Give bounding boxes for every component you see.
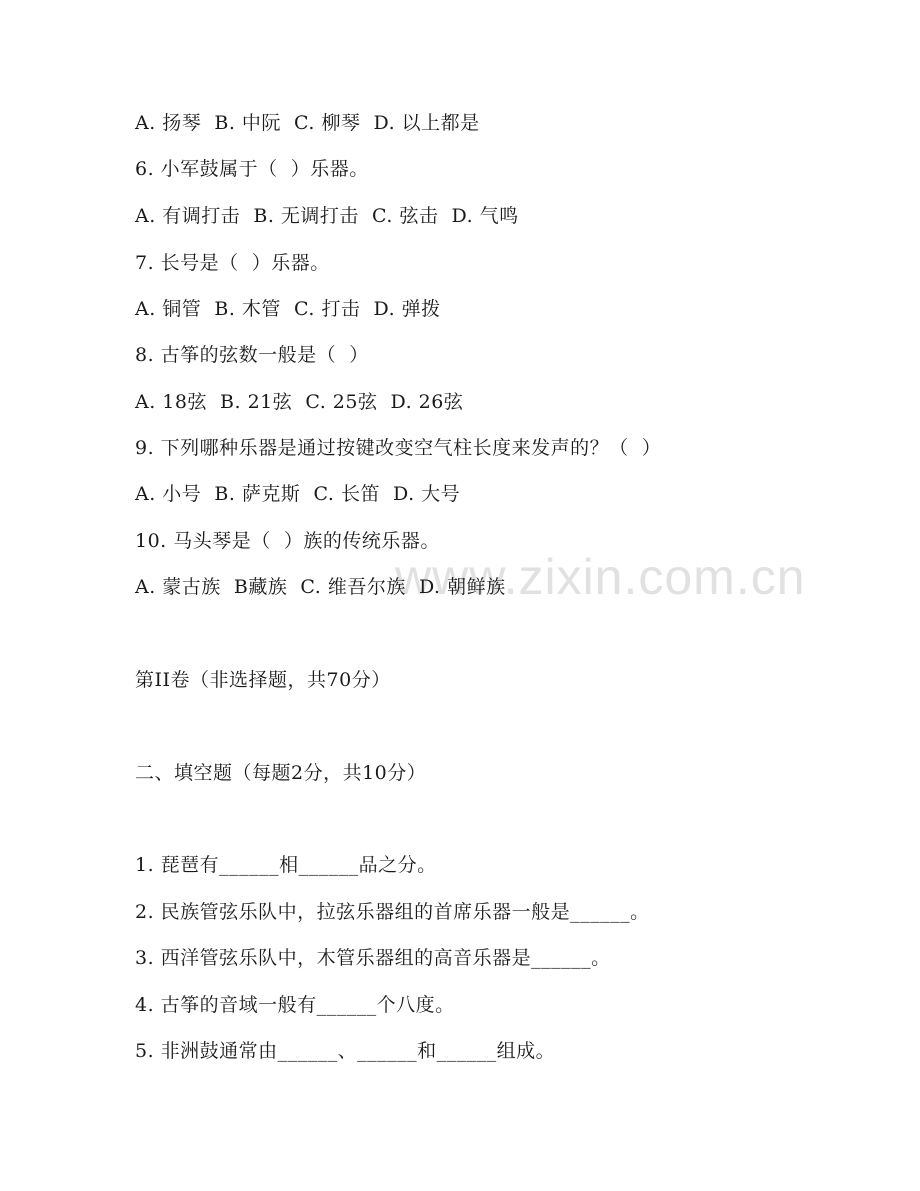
question-6: 6. 小军鼓属于（ ）乐器。	[135, 158, 369, 180]
fill-question-5: 5. 非洲鼓通常由______、______和______组成。	[135, 1040, 556, 1062]
fill-question-2: 2. 民族管弦乐队中，拉弦乐器组的首席乐器一般是______。	[135, 901, 650, 923]
fill-question-1: 1. 琵琶有______相______品之分。	[135, 854, 437, 876]
question-9: 9. 下列哪种乐器是通过按键改变空气柱长度来发声的？（ ）	[135, 437, 662, 459]
question-7: 7. 长号是（ ）乐器。	[135, 252, 330, 274]
question-7-options: A. 铜管 B. 木管 C. 打击 D. 弹拨	[135, 298, 441, 320]
question-8-options: A. 18弦 B. 21弦 C. 25弦 D. 26弦	[135, 391, 464, 413]
fill-question-4: 4. 古筝的音域一般有______个八度。	[135, 994, 455, 1016]
section-heading-part-2: 第II卷（非选择题，共70分）	[135, 669, 391, 691]
watermark: www.zixin.com.cn	[395, 549, 806, 605]
question-10: 10. 马头琴是（ ）族的传统乐器。	[135, 530, 440, 552]
question-10-options: A. 蒙古族 B藏族 C. 维吾尔族 D. 朝鲜族	[135, 576, 506, 598]
question-8: 8. 古筝的弦数一般是（ ）	[135, 344, 369, 366]
question-5-options: A. 扬琴 B. 中阮 C. 柳琴 D. 以上都是	[135, 112, 480, 134]
question-6-options: A. 有调打击 B. 无调打击 C. 弦击 D. 气鸣	[135, 205, 519, 227]
fill-question-3: 3. 西洋管弦乐队中，木管乐器组的高音乐器是______。	[135, 947, 611, 969]
section-heading-fill-in: 二、填空题（每题2分，共10分）	[135, 762, 427, 784]
question-9-options: A. 小号 B. 萨克斯 C. 长笛 D. 大号	[135, 483, 461, 505]
